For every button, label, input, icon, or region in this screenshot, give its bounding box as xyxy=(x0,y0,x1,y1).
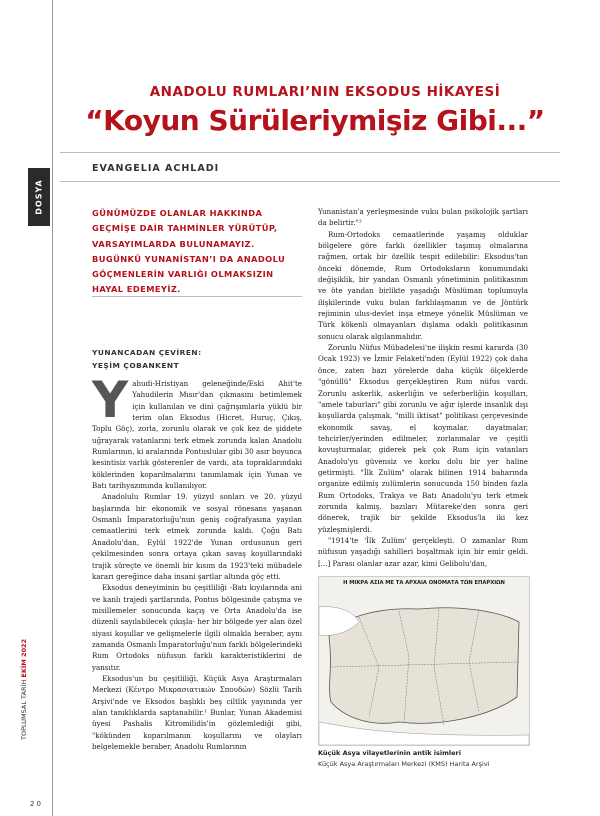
translator-name: YEŞİM ÇOBANKENT xyxy=(92,361,180,370)
body-column-left xyxy=(92,371,302,752)
magazine-issue-label xyxy=(20,639,28,740)
lead-paragraph: GÜNÜMÜZDE OLANLAR HAKKINDA GEÇMİŞE DAİR TAHMİNLER YÜRÜTÜP, VARSAYIMLARDA BULUNAMAYIZ. BUGÜNKÜ YUNANİSTAN’I DA ANADOLU GÖÇMENLERİN VARLIĞI OLMAKSIZIN HAYAL EDEMEYİZ. xyxy=(92,208,286,295)
figure-caption: Küçük Asya vilayetlerinin antik isimleri xyxy=(318,749,461,757)
paragraph: Yunanistan'a yerleşmesinde vuku bulan psikolojik şartları da belirtir."² xyxy=(318,207,528,228)
translator-credit xyxy=(92,346,202,372)
author-rule xyxy=(60,181,560,182)
section-tag: DOSYA xyxy=(28,168,50,226)
paragraph: Zorunlu Nüfus Mübadelesi'ne ilişkin resmi kararda (30 Ocak 1923) ve İzmir Felaketi'nden (Eylül 1922) çok daha önce, zaten bazı yörelerde daha küçük ölçeklerde "gönüllü" Eksodus gerçekleştiren Rum nüfus vardı. Zorunlu askerlik, askerliğin ve seferberliğin koşulları, "amele taburları" gibi zorunlu ve ağır işlerde insanlık dışı koşullarda çalışmak, "milli iktisat" politikası çerçevesinde ekonomik savaş, el koymalar, dayatmalar, tehcirler/yerinden edilmeler, zorlanmalar ve çeşitli kovuşturmalar, giderek pek çok Rum için vatanları Anadolu'yu güvensiz ve korku dolu bir yer haline getirmişti. "İlk Zulüm" olarak bilinen 1914 baharında organize edilmiş zulümlerin sonucunda 150 binden fazla Rum Ortodoks, Trakya ve Batı Anadolu'yu terk etmek zorunda kalmış, bazıları Mütareke'den sonra geri dönerek, trajik bir şekilde Eksodus'la iki kez yüzleşmişlerdi. xyxy=(318,343,528,534)
historical-map xyxy=(318,576,530,746)
lead-rule xyxy=(92,296,302,297)
author-name: EVANGELIA ACHLADI xyxy=(92,163,220,174)
paragraph: Rum-Ortodoks cemaatlerinde yaşamış olduklar bölgelere göre farklı özellikler taşımış olmalarına rağmen, ortak bir özellik tespit edilebilir: Eksodus'tan önceki dönemde, Rum Ortodoksların konumundaki değişiklik, bir yandan Osmanlı yönetiminin politikasının ve öte yandan birlikte yaşadığı Müslüman toplumuyla ilişkilerinde vuku bulan farklılaşmanın ve de Jöntürk rejiminin ulus-devlet inşa etmeye yönelik Müslüman ve Türk kökenli olmayanları dışlama odaklı politikasının sonucu olarak algılanmalıdır. xyxy=(318,229,528,341)
body-column-right xyxy=(318,206,528,569)
paragraph: Anadolulu Rumlar 19. yüzyıl sonları ve 20. yüzyıl başlarında bir ekonomik ve sosyal rönesans yaşanan Osmanlı İmparatorluğu'nun geniş coğrafyasına yayılan cemaatlerini terk etmek zorunda kaldı. Çoğu Batı Anadolu'dan, Eylül 1922'de Yunan ordusunun geri çekilmesinden sonra ortaya çıkan savaş koşullarındaki trajik süreçte ve önemli bir kısım da 1923'teki mübadele kararı gereğince daha insani şartlar altında göç etti. xyxy=(92,492,302,581)
paragraph: Yahudi-Hristiyan geleneğinde/Eski Ahit'te Yahudilerin Mısır'dan çıkmasını betimlemek için kullanılan ve dini çağrışımlarla yüklü bir terim olan Eksodus (Hicret, Huruç, Çıkış, Toplu Göç), zorla, zorunlu olarak ve çok kez de şiddete uğrayarak vatanlarını terk etmek zorunda kalan Anadolu Rumlarının, ki aralarında Pontuslular gibi 30 asır boyunca kesintisiz varlık gösterenler de vardı, ata topraklarındaki köklerinden koparılmalarını tanımlamak için Yunan ve Batı tarihyazımında kullanılıyor. xyxy=(92,371,302,491)
title-rule xyxy=(60,152,560,153)
drop-cap: Y xyxy=(92,371,129,429)
paragraph: "1914'te 'İlk Zulüm' gerçekleşti. O zamanlar Rum nüfusun yaşadığı sahilleri boşaltmak için bir emir geldi. [...] Parası olanlar azar azar, kimi Gelibolu'dan, xyxy=(318,535,528,568)
article-kicker: ANADOLU RUMLARI’NIN EKSODUS HİKAYESİ xyxy=(149,84,501,100)
translator-label: YUNANCADAN ÇEVİREN: xyxy=(92,348,202,357)
paragraph: Eksodus deneyiminin bu çeşitliliği -Batı kıyılarında ani ve kanlı trajedi şartlarında, Pontus bölgesinde çatışma ve misillemeler sonucunda kaçış ve Orta Anadolu'da ise düzenli sayılabilecek çıkışla- her bir bölgede yer alan özel siyasi koşullar ve gelişmelerle ilgili olmakla beraber, aynı zamanda Osmanlı İmparatorluğu'nun farklı bölgelerindeki Rum Ortodoks nüfusun farklı karakteristiklerini de yansıtır. xyxy=(92,583,302,672)
paragraph: Eksodus'un bu çeşitliliği, Küçük Asya Araştırmaları Merkezi (Κέντρο Μικρασιατικών Σπουδών) Sözlü Tarih Arşivi'nde ve Eksodos başlıklı beş ciltlik yayınında yer alan tanıklıklarda saptanabilir.¹ Bunlar, Yunan Akademisi üyesi Pashalis Kitromilidis'in gözlemlediği gibi, "kökünden koparılmanın koşullarını ve olayları belgelemekle beraber, Anadolu Rumlarının xyxy=(92,673,302,751)
article-title: “Koyun Sürüleriymişiz Gibi...” xyxy=(85,104,545,137)
map-title: Η ΜΙΚΡΑ ΑΣΙΑ ΜΕ ΤΑ ΑΡΧΑΙΑ ΟΝΟΜΑΤΑ ΤΩΝ ΕΠΑΡΧΙΩΝ xyxy=(343,580,505,586)
figure-credit: Küçük Asya Araştırmaları Merkezi (KMS) Harita Arşivi xyxy=(318,760,490,768)
page-number: 20 xyxy=(30,800,43,808)
map-drawing xyxy=(319,577,529,745)
magazine-name: TOPLUMSAL TARİH xyxy=(20,679,28,740)
issue-date: EKİM 2022 xyxy=(20,638,28,678)
margin-rule xyxy=(52,0,53,816)
